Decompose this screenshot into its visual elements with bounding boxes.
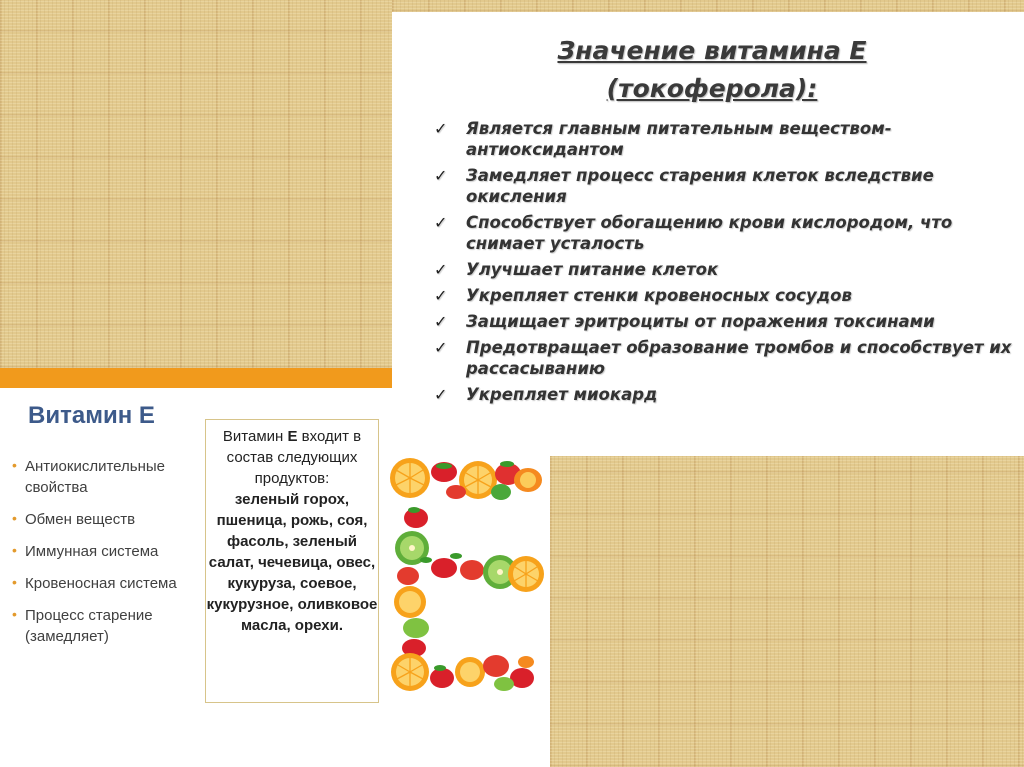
fruit-vertical-spine xyxy=(394,507,432,657)
function-text: Кровеносная система xyxy=(25,575,177,592)
function-text: Процесс старение (замедляет) xyxy=(25,607,153,645)
orange-divider-bar xyxy=(0,368,392,388)
check-icon: ✓ xyxy=(434,166,448,185)
check-icon: ✓ xyxy=(434,119,448,138)
benefit-item xyxy=(432,259,1012,280)
fruit-top-bar xyxy=(390,458,542,500)
bullet-dot-icon: • xyxy=(12,606,17,622)
function-item xyxy=(12,573,202,594)
bullet-dot-icon: • xyxy=(12,510,17,526)
title-line-2: (токоферола): xyxy=(606,74,818,103)
check-icon: ✓ xyxy=(434,213,448,232)
function-item xyxy=(12,541,202,562)
benefit-item xyxy=(432,384,1012,405)
benefit-text: Укрепляет стенки кровеносных сосудов xyxy=(466,286,852,305)
function-text: Антиокислительные свойства xyxy=(25,458,165,496)
benefit-text: Защищает эритроциты от поражения токсинами xyxy=(466,312,935,331)
function-text: Обмен веществ xyxy=(25,511,136,528)
fruit-bottom-bar xyxy=(391,653,534,691)
benefit-text: Улучшает питание клеток xyxy=(466,260,719,279)
function-item xyxy=(12,456,202,498)
vitamin-e-functions-panel xyxy=(0,388,205,767)
food-intro-part1: Витамин xyxy=(222,428,284,445)
fruit-letter-e-icon xyxy=(386,452,548,704)
title-line-1: Значение витамина Е xyxy=(557,36,867,65)
benefit-item xyxy=(432,285,1012,306)
check-icon: ✓ xyxy=(434,286,448,305)
fruit-middle-bar xyxy=(431,553,544,592)
bullet-dot-icon: • xyxy=(12,457,17,473)
bullet-dot-icon: • xyxy=(12,542,17,558)
vitamin-e-significance-panel xyxy=(392,12,1024,456)
benefit-item xyxy=(432,118,1012,160)
vitamin-e-heading: Витамин Е xyxy=(28,402,155,429)
check-icon: ✓ xyxy=(434,338,448,357)
function-text: Иммунная система xyxy=(25,543,159,560)
burlap-background-top-strip xyxy=(392,0,1024,12)
food-list: зеленый горох, пшеница, рожь, соя, фасоль, зеленый салат, чечевица, овес, кукуруза, соевое, кукурузное, оливковое масла, орехи. xyxy=(206,491,378,634)
benefit-text: Замедляет процесс старения клеток вследствие окисления xyxy=(466,166,934,206)
food-intro-part2: входит в состав следующих продуктов: xyxy=(226,428,362,487)
food-intro-letter: Е xyxy=(287,428,298,445)
benefit-text: Способствует обогащению крови кислородом, что снимает усталость xyxy=(466,213,953,253)
benefit-item xyxy=(432,165,1012,207)
function-item xyxy=(12,509,202,530)
benefit-text: Укрепляет миокард xyxy=(466,385,658,404)
functions-list xyxy=(12,456,202,658)
check-icon: ✓ xyxy=(434,312,448,331)
function-item xyxy=(12,605,202,647)
check-icon: ✓ xyxy=(434,385,448,404)
burlap-background-bottom-right xyxy=(550,456,1024,767)
benefit-item xyxy=(432,311,1012,332)
benefit-text: Предотвращает образование тромбов и способствует их рассасыванию xyxy=(466,338,1012,378)
burlap-background-top-left xyxy=(0,0,392,368)
benefit-item xyxy=(432,337,1012,379)
benefit-text: Является главным питательным веществом-антиоксидантом xyxy=(466,119,892,159)
benefits-list xyxy=(432,118,1012,410)
food-sources-box xyxy=(205,419,379,703)
slide-title xyxy=(522,32,902,108)
bullet-dot-icon: • xyxy=(12,574,17,590)
benefit-item xyxy=(432,212,1012,254)
food-intro xyxy=(206,426,378,489)
check-icon: ✓ xyxy=(434,260,448,279)
